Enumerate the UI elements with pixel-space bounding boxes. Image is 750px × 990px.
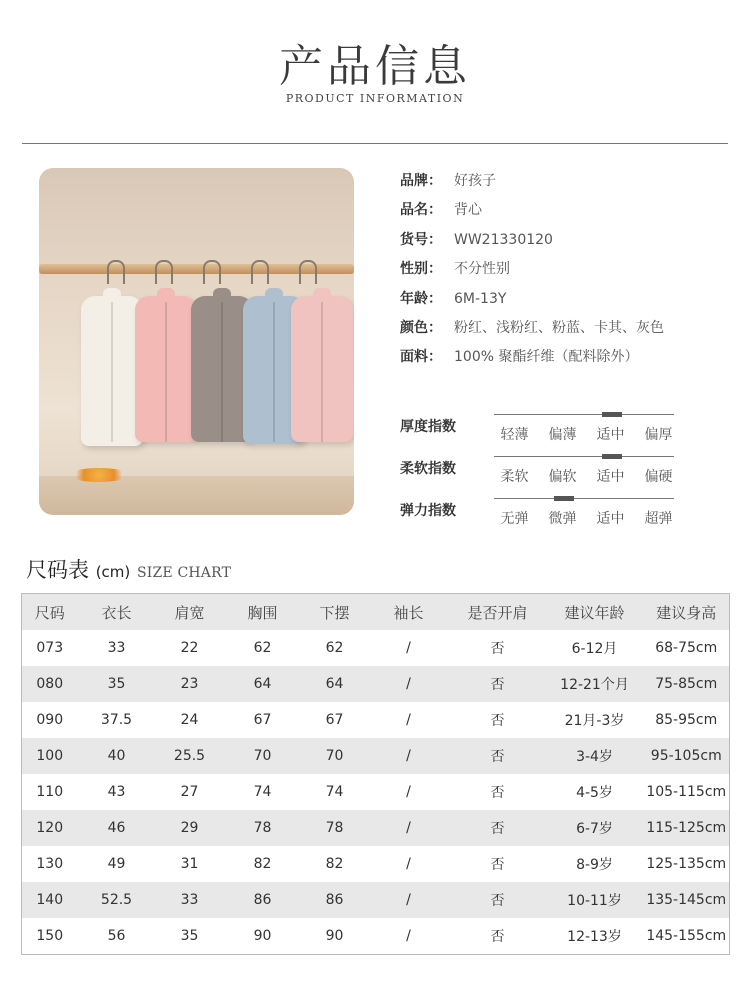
- info-key: 性别：: [400, 261, 442, 278]
- shelf: [39, 476, 354, 515]
- table-cell: 否: [490, 713, 505, 729]
- table-cell: 64: [325, 676, 344, 692]
- info-row: [400, 170, 664, 199]
- table-cell: 23: [180, 676, 199, 692]
- table-cell: 8-9岁: [576, 857, 613, 873]
- table-cell: 33: [107, 640, 126, 656]
- table-cell: 080: [36, 676, 64, 692]
- info-value: 不分性别: [454, 261, 510, 278]
- table-cell: /: [406, 784, 411, 800]
- table-cell: 86: [325, 892, 344, 908]
- scale-line: [494, 456, 674, 457]
- table-cell: 否: [490, 785, 505, 801]
- table-row: [22, 630, 730, 666]
- column-header: 胸围: [247, 603, 278, 622]
- scale-option: 适中: [596, 427, 625, 443]
- index-label: 厚度指数: [400, 419, 456, 435]
- scale-option: 适中: [596, 511, 625, 527]
- table-cell: 27: [180, 784, 199, 800]
- table-cell: 100: [36, 748, 64, 764]
- table-row: [22, 882, 730, 918]
- table-row: [22, 846, 730, 882]
- scale-marker: [602, 412, 622, 417]
- table-cell: 6-7岁: [576, 821, 613, 837]
- table-cell: 145-155cm: [646, 928, 727, 944]
- info-key: 品牌：: [400, 173, 442, 189]
- scale-marker: [554, 496, 574, 501]
- table-cell: 90: [253, 928, 272, 944]
- table-cell: 130: [36, 856, 64, 872]
- column-header: 是否开肩: [467, 603, 528, 622]
- table-cell: 否: [490, 749, 505, 765]
- toy-decoration: [69, 468, 129, 482]
- table-cell: /: [406, 928, 411, 944]
- table-cell: 否: [490, 929, 505, 945]
- scale-option: 偏厚: [644, 427, 673, 443]
- table-cell: 22: [180, 640, 199, 656]
- product-photo: [39, 168, 354, 515]
- table-cell: 82: [253, 856, 272, 872]
- table-cell: 140: [36, 892, 64, 908]
- table-cell: 29: [180, 820, 199, 836]
- table-cell: 70: [253, 748, 272, 764]
- size-chart-body: [22, 630, 730, 955]
- table-cell: 90: [325, 928, 344, 944]
- table-cell: 35: [180, 928, 199, 944]
- scale-marker: [602, 454, 622, 459]
- table-cell: 105-115cm: [646, 784, 727, 800]
- table-cell: 24: [180, 712, 199, 728]
- table-cell: 52.5: [100, 892, 133, 908]
- table-cell: 62: [325, 640, 344, 656]
- scale-line: [494, 414, 674, 415]
- scale-option: 偏薄: [548, 427, 577, 443]
- info-key: 品名：: [400, 202, 442, 219]
- table-cell: 3-4岁: [576, 749, 613, 765]
- scale-option: 偏硬: [644, 469, 673, 485]
- table-cell: /: [406, 820, 411, 836]
- header-divider: [22, 143, 728, 144]
- table-cell: /: [406, 676, 411, 692]
- scale-line: [494, 498, 674, 499]
- column-header: 下摆: [319, 603, 350, 622]
- table-cell: /: [406, 640, 411, 656]
- column-header: 袖长: [393, 603, 424, 622]
- hanger-hook: [155, 260, 173, 284]
- info-value: WW21330120: [454, 231, 553, 248]
- vest-pink-print: [135, 296, 197, 442]
- hanger-hook: [203, 260, 221, 284]
- page-subtitle: PRODUCT INFORMATION: [285, 92, 465, 105]
- index-label: 柔软指数: [400, 461, 456, 477]
- table-cell: 95-105cm: [650, 748, 722, 764]
- table-cell: 33: [180, 892, 199, 908]
- table-row: [22, 918, 730, 955]
- info-value: 100% 聚酯纤维（配料除外）: [454, 349, 639, 366]
- scale-option: 柔软: [500, 469, 529, 485]
- table-cell: 70: [325, 748, 344, 764]
- table-cell: 6-12月: [571, 641, 618, 657]
- size-chart-title-en: SIZE CHART: [136, 565, 232, 581]
- table-cell: /: [406, 892, 411, 908]
- hanger-hook: [299, 260, 317, 284]
- table-cell: 12-21个月: [560, 677, 629, 693]
- table-cell: 否: [490, 821, 505, 837]
- table-cell: 37.5: [100, 712, 133, 728]
- size-chart-unit: (cm): [95, 563, 131, 581]
- index-label: 弹力指数: [400, 503, 456, 519]
- column-header: 衣长: [101, 603, 132, 622]
- hanger-hook: [107, 260, 125, 284]
- table-cell: 125-135cm: [646, 856, 727, 872]
- info-row: [400, 258, 664, 287]
- scale-option: 无弹: [500, 511, 529, 527]
- table-cell: 35: [107, 676, 126, 692]
- table-cell: 否: [490, 857, 505, 873]
- info-key: 年龄：: [400, 290, 442, 307]
- table-cell: 86: [253, 892, 272, 908]
- scale-option: 适中: [596, 469, 625, 485]
- column-header: 建议年龄: [564, 603, 625, 622]
- table-cell: 否: [490, 893, 505, 909]
- table-cell: /: [406, 712, 411, 728]
- table-cell: 67: [325, 712, 344, 728]
- table-cell: 否: [490, 641, 505, 657]
- size-chart-header-row: [22, 594, 730, 631]
- info-row: [400, 317, 664, 346]
- table-cell: 43: [107, 784, 126, 800]
- column-header: 建议身高: [656, 603, 717, 622]
- table-cell: 25.5: [173, 748, 206, 764]
- info-value: 好孩子: [454, 173, 496, 189]
- table-cell: 49: [107, 856, 126, 872]
- table-cell: 120: [36, 820, 64, 836]
- table-cell: /: [406, 748, 411, 764]
- product-info-list: [400, 170, 664, 376]
- table-cell: 82: [325, 856, 344, 872]
- info-row: [400, 346, 664, 375]
- table-cell: 74: [253, 784, 272, 800]
- table-cell: 110: [36, 784, 64, 800]
- table-cell: 62: [253, 640, 272, 656]
- column-header: 尺码: [34, 603, 65, 622]
- table-row: [22, 810, 730, 846]
- table-cell: 46: [107, 820, 126, 836]
- info-key: 面料：: [400, 349, 442, 366]
- table-cell: 64: [253, 676, 272, 692]
- table-cell: 115-125cm: [646, 820, 727, 836]
- vest-cream: [81, 296, 143, 446]
- info-row: [400, 229, 664, 258]
- info-value: 粉红、浅粉红、粉蓝、卡其、灰色: [454, 319, 664, 336]
- table-cell: 74: [325, 784, 344, 800]
- table-cell: 073: [36, 640, 64, 656]
- table-cell: 78: [325, 820, 344, 836]
- table-cell: 21月-3岁: [564, 713, 625, 729]
- table-cell: 150: [36, 928, 64, 944]
- table-cell: 090: [36, 712, 64, 728]
- scale-option: 偏软: [548, 469, 577, 485]
- scale-option: 微弹: [548, 511, 577, 527]
- hanger-hook: [251, 260, 269, 284]
- table-row: [22, 774, 730, 810]
- table-cell: 68-75cm: [655, 640, 718, 656]
- vest-pink: [291, 296, 353, 442]
- size-chart-title: [26, 554, 231, 584]
- page-title: 产品信息: [279, 41, 471, 92]
- info-key: 颜色：: [400, 319, 442, 336]
- size-chart-table: [21, 593, 730, 955]
- table-cell: 85-95cm: [655, 712, 718, 728]
- table-row: [22, 666, 730, 702]
- scale-option: 超弹: [644, 511, 673, 527]
- table-cell: 78: [253, 820, 272, 836]
- column-header: 肩宽: [174, 603, 205, 622]
- table-cell: 4-5岁: [576, 785, 613, 801]
- table-cell: 67: [253, 712, 272, 728]
- info-key: 货号：: [400, 231, 442, 248]
- table-cell: 56: [107, 928, 126, 944]
- table-cell: 10-11岁: [567, 893, 622, 909]
- info-row: [400, 288, 664, 317]
- table-cell: /: [406, 856, 411, 872]
- table-row: [22, 738, 730, 774]
- info-row: [400, 199, 664, 228]
- table-cell: 否: [490, 677, 505, 693]
- table-cell: 12-13岁: [567, 929, 622, 945]
- size-chart-title-cn: 尺码表: [26, 558, 89, 582]
- table-row: [22, 702, 730, 738]
- info-value: 背心: [454, 202, 482, 219]
- info-value: 6M-13Y: [454, 290, 507, 307]
- table-cell: 31: [180, 856, 199, 872]
- table-cell: 135-145cm: [646, 892, 727, 908]
- table-cell: 40: [107, 748, 126, 764]
- table-cell: 75-85cm: [655, 676, 718, 692]
- scale-option: 轻薄: [500, 427, 529, 443]
